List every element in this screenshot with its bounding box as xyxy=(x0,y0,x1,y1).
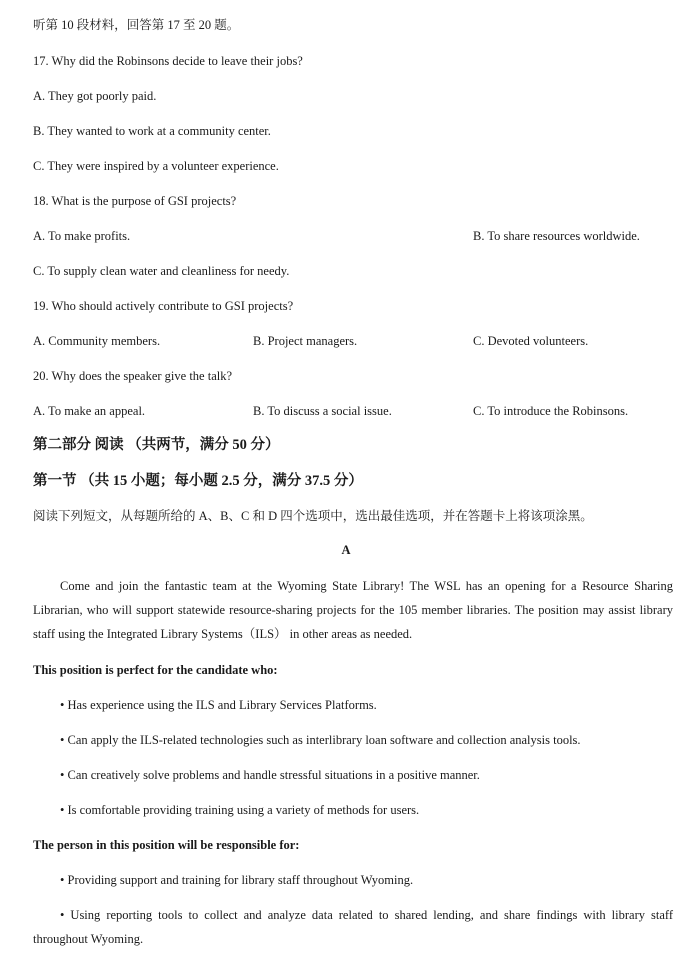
question-19: 19. Who should actively contribute to GSI projects? xyxy=(33,299,294,313)
question-17: 17. Why did the Robinsons decide to leave their jobs? xyxy=(33,54,303,68)
passage-label: A xyxy=(341,543,351,557)
reading-instructions: 阅读下列短文，从每题所给的 A、B、C 和 D 四个选项中，选出最佳选项，并在答题卡上将该项涂黑。 xyxy=(33,509,593,523)
option-18-a: A. To make profits. xyxy=(33,229,131,243)
option-20-b: B. To discuss a social issue. xyxy=(253,404,392,418)
part-two-title: 第二部分 阅读 （共两节，满分 50 分） xyxy=(33,437,280,453)
responsible-item: • Providing support and training for library staff throughout Wyoming. xyxy=(60,873,414,887)
option-18-c: C. To supply clean water and cleanliness for needy. xyxy=(33,264,290,278)
candidate-heading: This position is perfect for the candidate who: xyxy=(33,663,278,677)
responsible-item: • Using reporting tools to collect and analyze data related to shared lending, and share findings with library staff throughout Wyoming. xyxy=(33,908,673,946)
option-19-a: A. Community members. xyxy=(33,334,161,348)
section-one-title: 第一节 （共 15 小题；每小题 2.5 分，满分 37.5 分） xyxy=(33,473,363,489)
option-17-b: B. They wanted to work at a community center. xyxy=(33,124,271,138)
responsible-heading: The person in this position will be responsible for: xyxy=(33,838,300,852)
question-18: 18. What is the purpose of GSI projects? xyxy=(33,194,237,208)
candidate-item: • Has experience using the ILS and Library Services Platforms. xyxy=(60,698,377,712)
option-19-c: C. Devoted volunteers. xyxy=(473,334,589,348)
candidate-item: • Can creatively solve problems and handle stressful situations in a positive manner. xyxy=(60,768,480,782)
candidate-item: • Is comfortable providing training using a variety of methods for users. xyxy=(60,803,420,817)
question-20: 20. Why does the speaker give the talk? xyxy=(33,369,233,383)
option-20-a: A. To make an appeal. xyxy=(33,404,146,418)
option-17-c: C. They were inspired by a volunteer experience. xyxy=(33,159,279,173)
candidate-item: • Can apply the ILS-related technologies such as interlibrary loan software and collection analysis tools. xyxy=(60,733,581,747)
option-18-b: B. To share resources worldwide. xyxy=(473,229,640,243)
listening-intro: 听第 10 段材料，回答第 17 至 20 题。 xyxy=(33,18,240,32)
option-19-b: B. Project managers. xyxy=(253,334,358,348)
option-17-a: A. They got poorly paid. xyxy=(33,89,157,103)
passage-paragraph: Come and join the fantastic team at the Wyoming State Library! The WSL has an opening for a Resource Sharing Librarian, who will support statewide resource-sharing projects for the 105 member libraries. The position may assist library staff using the Integrated Library Systems（ILS） in other areas as needed. xyxy=(33,579,673,641)
option-20-c: C. To introduce the Robinsons. xyxy=(473,404,629,418)
